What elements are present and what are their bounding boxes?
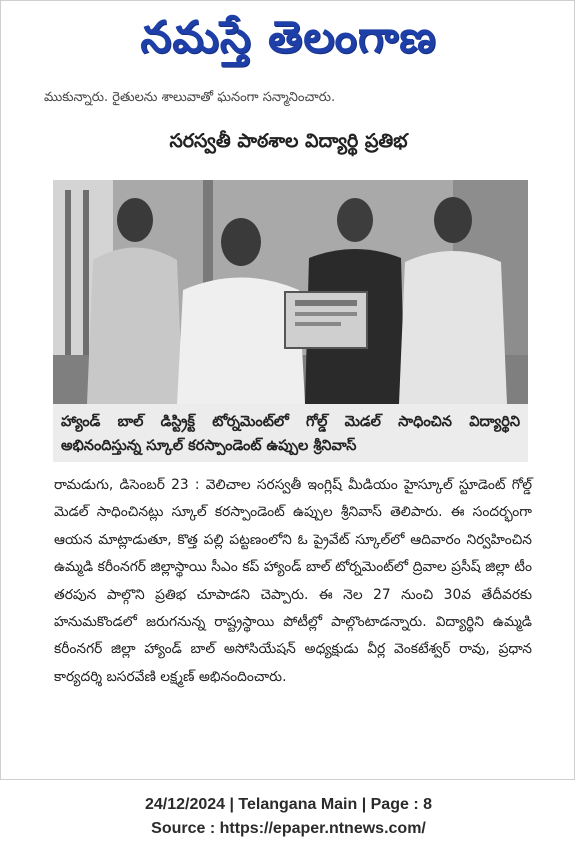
article-headline: సరస్వతీ పాఠశాల విద్యార్థి ప్రతిభ [169,130,408,152]
group-photo-illustration [53,180,528,404]
newspaper-masthead: నమస్తే తెలంగాణ [140,12,437,63]
article-body: రామడుగు, డిసెంబర్ 23 : వెలిచాల సరస్వతీ ఇంగ్లిష్ మీడియం హైస్కూల్ స్టూడెంట్ గోల్డ్ మెడల్ సాధించినట్లు స్కూల్ కరస్పాండెంట్ ఉప్పుల శ్రీనివాస్ తెలిపారు. ఈ సందర్భంగా ఆయన మాట్లాడుతూ, కొత్త పల్లి పట్టణంలోని ఓ ప్రైవేట్ స్కూల్‌లో ఆదివారం నిర్వహించిన ఉమ్మడి కరీంనగర్ జిల్లాస్థాయి సీఎం కప్ హ్యాండ్ బాల్ టోర్నమెంట్‌లో ద్రివాల ప్రసీష్ జిల్లా టీం తరపున పాల్గొని ప్రతిభ చూపాడని చెప్పారు. ఈ నెల 27 నుంచి 30వ తేదీవరకు హనుమకొండలో జరుగనున్న రాష్ట్రస్థాయి పోటీల్లో పాల్గొంటాడన్నారు. విద్యార్థిని ఉమ్మడి కరీంనగర్ జిల్లా హ్యాండ్ బాల్ అసోసియేషన్ అధ్యక్షుడు వీర్ల వెంకటేశ్వర్ రావు, ప్రధాన కార్యదర్శి బసరవేణి లక్ష్మణ్ అభినందించారు. [54,477,532,685]
article-photo [53,180,528,404]
footer-source[interactable]: Source : https://epaper.ntnews.com/ [151,820,426,837]
footer-date-page: 24/12/2024 | Telangana Main | Page : 8 [144,796,432,813]
photo-caption: హ్యాండ్ బాల్ డిస్ట్రిక్ట్ టోర్నమెంట్‌లో గోల్డ్ మెడల్ సాధించిన విద్యార్థిని అభినందిస్తున్న స్కూల్ కరస్పాండెంట్ ఉప్పుల శ్రీనివాస్ [53,404,528,462]
previous-article-cutline: ముకున్నారు. రైతులను శాలువాతో ఘనంగా సన్మానించారు. [44,90,336,105]
